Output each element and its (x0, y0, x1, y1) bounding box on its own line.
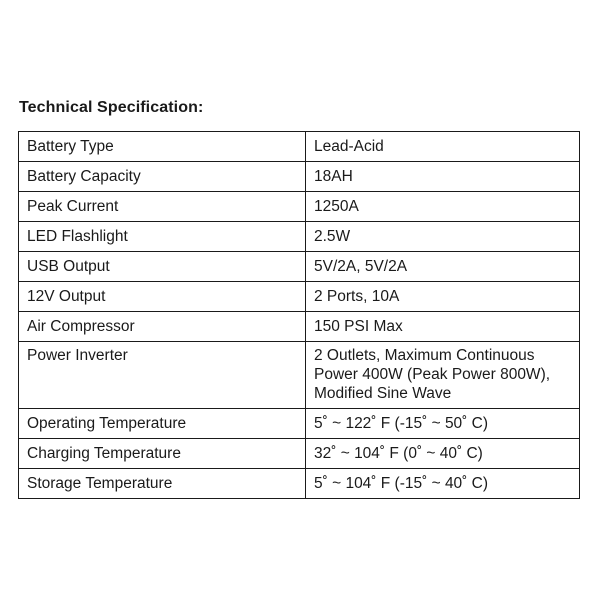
spec-value-line: 2 Outlets, Maximum Continuous (314, 347, 535, 364)
spec-label: Charging Temperature (19, 439, 306, 469)
spec-value: 2.5W (306, 222, 580, 252)
spec-value: 32˚ ~ 104˚ F (0˚ ~ 40˚ C) (306, 439, 580, 469)
table-row-power-inverter (19, 342, 580, 409)
spec-value: 5˚ ~ 122˚ F (-15˚ ~ 50˚ C) (306, 409, 580, 439)
table-row-peak-current (19, 192, 580, 222)
spec-label: Storage Temperature (19, 469, 306, 499)
spec-value: 2 Ports, 10A (306, 282, 580, 312)
spec-label: LED Flashlight (19, 222, 306, 252)
spec-label: Peak Current (19, 192, 306, 222)
spec-value: 1250A (306, 192, 580, 222)
spec-label: Battery Capacity (19, 162, 306, 192)
table-row-led-flashlight (19, 222, 580, 252)
spec-value-line: Power 400W (Peak Power 800W), (314, 366, 551, 383)
spec-value: 150 PSI Max (306, 312, 580, 342)
table-row-12v-output (19, 282, 580, 312)
spec-label: 12V Output (19, 282, 306, 312)
table-row-operating-temperature (19, 409, 580, 439)
spec-value: 5˚ ~ 104˚ F (-15˚ ~ 40˚ C) (306, 469, 580, 499)
spec-value: Lead-Acid (306, 132, 580, 162)
spec-label: USB Output (19, 252, 306, 282)
table-row-battery-capacity (19, 162, 580, 192)
table-row-charging-temperature (19, 439, 580, 469)
section-heading: Technical Specification: (19, 99, 204, 116)
spec-value (306, 342, 580, 409)
table-row-air-compressor (19, 312, 580, 342)
spec-label: Battery Type (19, 132, 306, 162)
spec-label: Power Inverter (19, 342, 306, 409)
spec-label: Air Compressor (19, 312, 306, 342)
spec-table (18, 131, 580, 499)
spec-label: Operating Temperature (19, 409, 306, 439)
table-row-battery-type (19, 132, 580, 162)
table-row-usb-output (19, 252, 580, 282)
table-row-storage-temperature (19, 469, 580, 499)
spec-value: 18AH (306, 162, 580, 192)
spec-value: 5V/2A, 5V/2A (306, 252, 580, 282)
spec-value-line: Modified Sine Wave (314, 385, 452, 402)
